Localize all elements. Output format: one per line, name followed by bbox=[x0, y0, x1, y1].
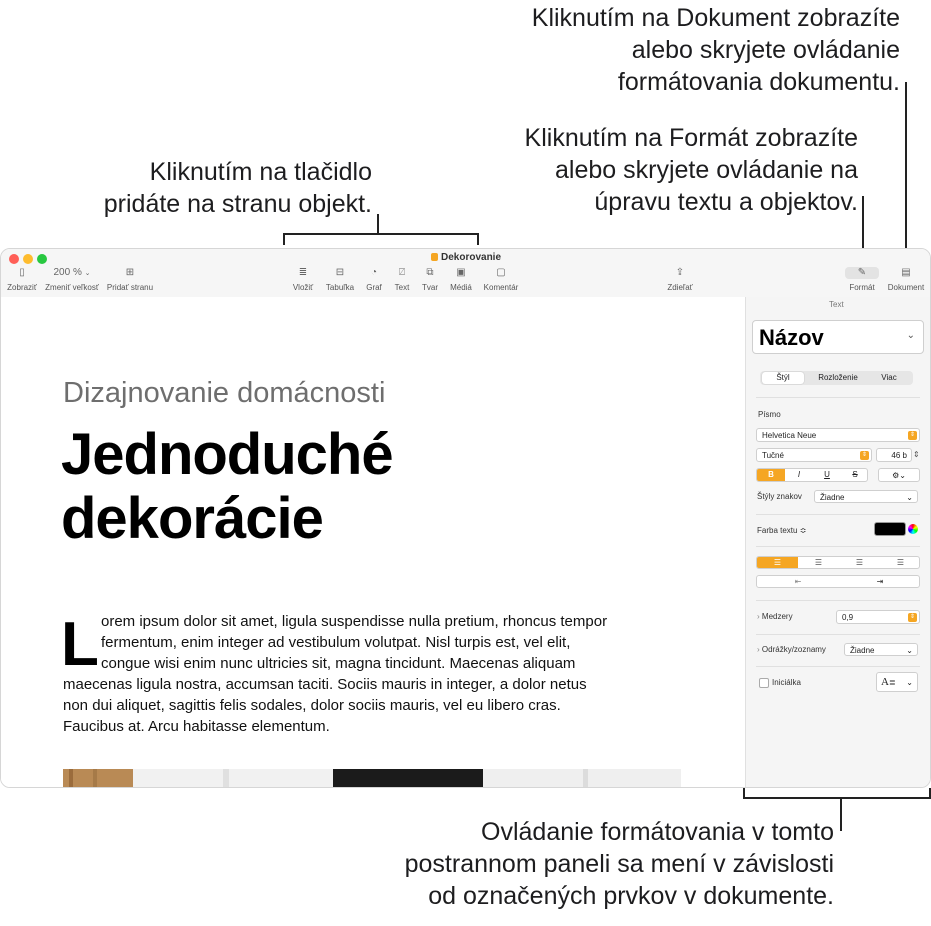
font-weight-popup[interactable] bbox=[756, 448, 872, 462]
minimize-button[interactable] bbox=[23, 254, 33, 264]
leader-add-page-stem bbox=[377, 214, 379, 234]
chevron-right-icon: › bbox=[757, 612, 760, 621]
spacing-label: Medzery bbox=[761, 612, 793, 621]
italic-button[interactable]: I bbox=[797, 470, 801, 479]
paintbrush-icon: ✎ bbox=[845, 267, 879, 279]
text-options-button[interactable] bbox=[878, 468, 920, 482]
media-button[interactable] bbox=[447, 267, 475, 292]
tab-style[interactable]: Štýl bbox=[762, 372, 804, 384]
chevron-right-icon: › bbox=[757, 645, 760, 654]
popup-arrow-icon: ⇕ bbox=[861, 452, 868, 458]
paragraph-line: non dui aliquet, sagittis felis sodales, dolor sociis mauris, vel eu libero cras. bbox=[63, 697, 561, 714]
font-family-value: Helvetica Neue bbox=[762, 431, 817, 440]
chevron-down-icon: ⌄ bbox=[906, 678, 913, 687]
gear-icon: ⚙⌄ bbox=[892, 471, 906, 480]
divider bbox=[756, 546, 920, 547]
window-title-text: Dekorovanie bbox=[441, 252, 502, 263]
document-icon: ▤ bbox=[901, 267, 911, 278]
callout-line: úpravu textu a objektov. bbox=[594, 188, 858, 216]
chart-icon: ◔ bbox=[370, 267, 378, 278]
callout-line: Ovládanie formátovania v tomto bbox=[481, 818, 834, 846]
font-size-field[interactable]: 46 b bbox=[876, 448, 912, 462]
callout-line: pridáte na stranu objekt. bbox=[103, 190, 372, 218]
bullets-label: Odrážky/zoznamy bbox=[761, 645, 826, 654]
font-weight-value: Tučné bbox=[762, 451, 784, 460]
tab-layout[interactable]: Rozloženie bbox=[818, 373, 858, 382]
tab-more[interactable]: Viac bbox=[881, 373, 897, 382]
table-button[interactable] bbox=[325, 267, 355, 292]
paragraph-line: fermentum, enim integer ad vestibulum volutpat. Nisl turpis est, vel elit, bbox=[101, 634, 571, 651]
bullets-value: Žiadne bbox=[850, 646, 875, 655]
chart-button[interactable] bbox=[363, 267, 385, 292]
divider bbox=[756, 600, 920, 601]
callout-format bbox=[460, 122, 858, 218]
color-wheel-icon[interactable] bbox=[908, 524, 918, 534]
chevron-down-icon: ⌄ bbox=[906, 493, 913, 502]
insert-label: Vložiť bbox=[292, 283, 314, 292]
align-center-button[interactable]: ☰ bbox=[814, 558, 823, 567]
increase-indent-button[interactable]: ⇥ bbox=[876, 577, 884, 586]
table-icon: ⊟ bbox=[335, 267, 345, 278]
paragraph-line: orem ipsum dolor sit amet, ligula suspendisse nulla pretium, rhoncus tempor bbox=[101, 613, 608, 630]
shape-button[interactable] bbox=[419, 267, 441, 292]
zoom-value bbox=[43, 267, 101, 279]
popup-arrow-icon: ⇕ bbox=[909, 614, 916, 620]
indent-buttons bbox=[756, 575, 920, 588]
zoom-button[interactable] bbox=[37, 254, 47, 264]
comment-label: Komentár bbox=[483, 283, 519, 292]
sidebar-header: Text bbox=[829, 300, 844, 309]
bullets-popup[interactable] bbox=[844, 643, 918, 656]
paragraph-line: Faucibus at. Arcu habitasse elementum. bbox=[63, 718, 330, 735]
align-right-button[interactable]: ☰ bbox=[855, 558, 864, 567]
document-label: Dokument bbox=[887, 283, 925, 292]
callout-line: Kliknutím na tlačidlo bbox=[149, 158, 372, 186]
format-label: Formát bbox=[849, 283, 875, 292]
popup-arrow-icon: ⇕ bbox=[909, 432, 916, 438]
callout-document bbox=[472, 2, 900, 98]
spacing-disclosure[interactable] bbox=[757, 612, 793, 621]
callout-line: alebo skryjete ovládanie na bbox=[555, 156, 858, 184]
spacing-value: 0,9 bbox=[842, 613, 854, 622]
zoom-value-text: 200 % bbox=[53, 267, 82, 278]
char-styles-value: Žiadne bbox=[820, 493, 845, 502]
divider bbox=[756, 634, 920, 635]
shape-icon: ⧉ bbox=[426, 267, 434, 278]
leader-sidebar-left bbox=[743, 788, 745, 798]
comment-icon: ▢ bbox=[496, 267, 506, 278]
text-button[interactable] bbox=[391, 267, 413, 292]
paragraph-style-popup[interactable] bbox=[752, 320, 924, 354]
leader-document bbox=[905, 82, 907, 250]
comment-button[interactable] bbox=[483, 267, 519, 292]
chevron-down-icon: ⌄ bbox=[84, 270, 91, 277]
divider bbox=[756, 514, 920, 515]
leader-add-page-right bbox=[477, 233, 479, 245]
dropcap-preview: A bbox=[881, 676, 889, 688]
document-canvas[interactable] bbox=[1, 297, 745, 787]
dropcap-style-popup[interactable] bbox=[876, 672, 918, 692]
chevron-down-icon: ⌄ bbox=[906, 646, 913, 655]
paragraph-line: maecenas ligula nostra, accumsan taciti. Sociis mauris in integer, a dolor netus bbox=[63, 676, 587, 693]
callout-line: Kliknutím na Formát zobrazíte bbox=[524, 124, 858, 152]
chevron-down-icon: ⌄ bbox=[906, 330, 915, 341]
close-button[interactable] bbox=[9, 254, 19, 264]
add-page-button[interactable] bbox=[105, 267, 155, 292]
text-color-label: Farba textu ≎ bbox=[757, 526, 807, 535]
view-button[interactable] bbox=[5, 267, 39, 292]
zoom-popup[interactable] bbox=[43, 267, 101, 292]
photo-image[interactable] bbox=[63, 769, 681, 788]
font-size-stepper[interactable]: ⇕ bbox=[913, 450, 920, 459]
share-button[interactable] bbox=[665, 267, 695, 292]
callout-line: od označených prvkov v dokumente. bbox=[428, 882, 834, 910]
callout-line: alebo skryjete ovládanie bbox=[631, 36, 900, 64]
add-page-label: Pridať stranu bbox=[106, 283, 154, 292]
spacing-popup[interactable] bbox=[836, 610, 920, 624]
font-family-popup[interactable] bbox=[756, 428, 920, 442]
window-title bbox=[431, 252, 501, 263]
divider bbox=[756, 397, 920, 398]
share-icon: ⇪ bbox=[675, 267, 685, 278]
underline-button[interactable]: U bbox=[824, 470, 830, 479]
callout-line: formátovania dokumentu. bbox=[617, 68, 900, 96]
dropcap-label: Iniciálka bbox=[772, 678, 801, 687]
chart-label: Graf bbox=[366, 283, 382, 292]
leader-add-page-bracket bbox=[283, 233, 478, 235]
bullets-disclosure[interactable] bbox=[757, 645, 826, 654]
paragraph-line: congue wisi enim nunc ultricies sit, magna tincidunt. Maecenas aliquam bbox=[101, 655, 576, 672]
strikethrough-button[interactable]: S bbox=[852, 470, 858, 479]
view-label: Zobraziť bbox=[7, 283, 37, 292]
alignment-buttons bbox=[756, 556, 920, 569]
bold-button[interactable]: B bbox=[757, 469, 785, 481]
leader-sidebar-right bbox=[929, 788, 931, 798]
char-styles-popup[interactable] bbox=[814, 490, 918, 503]
table-label: Tabuľka bbox=[325, 283, 355, 292]
leader-add-page-left bbox=[283, 233, 285, 245]
leader-sidebar-stem bbox=[840, 797, 842, 831]
title-line: dekorácie bbox=[61, 486, 323, 551]
justify-button[interactable]: ☰ bbox=[896, 558, 905, 567]
text-color-well[interactable] bbox=[874, 522, 906, 536]
document-title[interactable] bbox=[61, 423, 393, 551]
align-left-button[interactable]: ☰ bbox=[757, 557, 798, 568]
share-label: Zdieľať bbox=[667, 283, 693, 292]
callout-line: postrannom paneli sa mení v závislosti bbox=[404, 850, 834, 878]
insert-button[interactable] bbox=[291, 267, 315, 292]
decrease-indent-button[interactable]: ⇤ bbox=[794, 577, 802, 586]
document-button[interactable] bbox=[885, 267, 927, 292]
lines-icon: ≣ bbox=[888, 678, 896, 687]
zoom-label: Zmeniť veľkosť bbox=[45, 283, 99, 292]
sidebar-icon: ▯ bbox=[19, 267, 25, 278]
document-icon bbox=[431, 253, 438, 261]
callout-sidebar bbox=[330, 816, 834, 912]
toolbar bbox=[1, 249, 930, 298]
dropcap-checkbox[interactable] bbox=[759, 678, 769, 688]
callout-line: Kliknutím na Dokument zobrazíte bbox=[531, 4, 900, 32]
body-paragraph[interactable] bbox=[63, 611, 713, 737]
media-icon: ▣ bbox=[456, 267, 466, 278]
dropcap-letter: L bbox=[61, 610, 99, 679]
leader-format bbox=[862, 196, 864, 252]
font-section-label: Písmo bbox=[758, 410, 781, 419]
document-subtitle[interactable]: Dizajnovanie domácnosti bbox=[63, 377, 386, 409]
paragraph-style-name: Názov bbox=[759, 325, 824, 350]
text-style-buttons bbox=[756, 468, 868, 482]
format-button[interactable] bbox=[845, 267, 879, 292]
title-line: Jednoduché bbox=[61, 422, 393, 487]
text-label: Text bbox=[394, 283, 410, 292]
insert-icon: ≣ bbox=[298, 267, 308, 278]
shape-label: Tvar bbox=[422, 283, 438, 292]
callout-add-page bbox=[56, 156, 372, 220]
leader-sidebar-bracket bbox=[743, 797, 931, 799]
media-label: Médiá bbox=[450, 283, 472, 292]
tab-control bbox=[760, 371, 913, 385]
char-styles-label: Štýly znakov bbox=[757, 492, 802, 501]
add-page-icon: ⊞ bbox=[125, 267, 135, 278]
text-box-icon: ⍁ bbox=[399, 267, 405, 278]
divider bbox=[756, 666, 920, 667]
